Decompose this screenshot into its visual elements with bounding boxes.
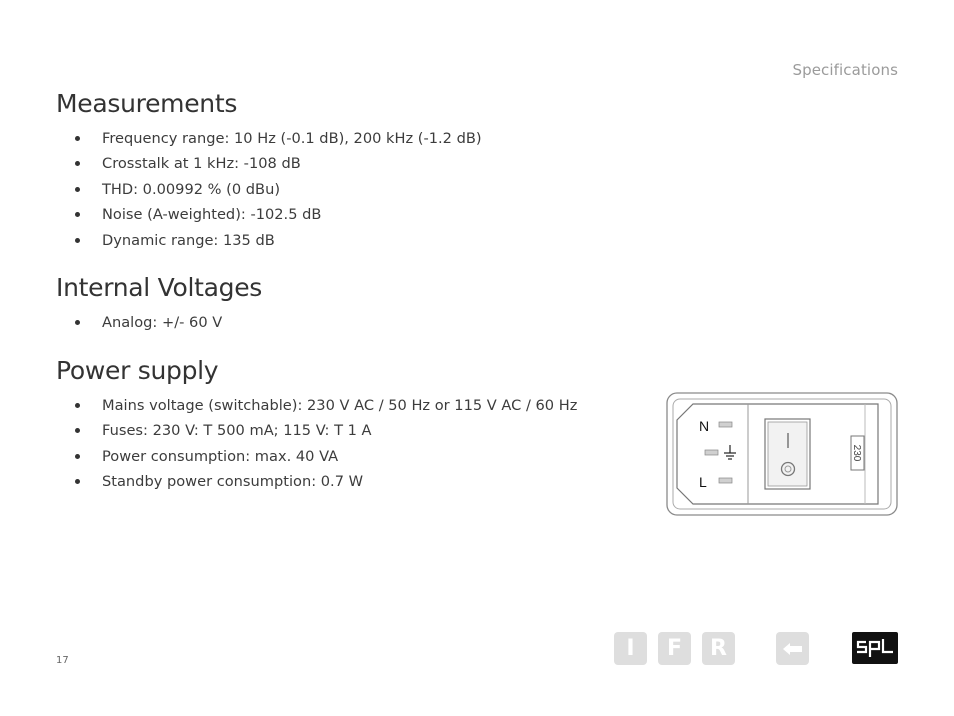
front-button[interactable] bbox=[658, 632, 691, 665]
pin-l-label: L bbox=[699, 474, 707, 490]
list-item: Frequency range: 10 Hz (-0.1 dB), 200 kHz (-1.2 dB) bbox=[56, 126, 482, 151]
front-icon: F bbox=[666, 636, 683, 661]
spl-logo-icon bbox=[856, 638, 894, 658]
rear-icon: R bbox=[710, 636, 727, 661]
list-item: Analog: +/- 60 V bbox=[56, 310, 222, 335]
spl-logo bbox=[852, 632, 898, 664]
power-switch-icon bbox=[765, 419, 810, 489]
pin-ground-contact bbox=[705, 450, 718, 455]
list-item: Dynamic range: 135 dB bbox=[56, 228, 482, 253]
index-button[interactable] bbox=[614, 632, 647, 665]
section-title-measurements: Measurements bbox=[56, 89, 238, 118]
list-item: Fuses: 230 V: T 500 mA; 115 V: T 1 A bbox=[56, 418, 577, 443]
power-supply-list bbox=[56, 393, 577, 495]
pin-l-contact bbox=[719, 478, 732, 483]
back-button[interactable] bbox=[776, 632, 809, 665]
voltage-selector-value: 230 bbox=[851, 444, 862, 462]
list-item: Standby power consumption: 0.7 W bbox=[56, 469, 577, 494]
list-item: Mains voltage (switchable): 230 V AC / 50 Hz or 115 V AC / 60 Hz bbox=[56, 393, 577, 418]
power-inlet-illustration bbox=[666, 392, 898, 516]
section-title-power-supply: Power supply bbox=[56, 356, 219, 385]
measurements-list bbox=[56, 126, 482, 253]
section-title-internal-voltages: Internal Voltages bbox=[56, 273, 262, 302]
page-number: 17 bbox=[56, 655, 69, 666]
list-item: Noise (A-weighted): -102.5 dB bbox=[56, 202, 482, 227]
internal-voltages-list bbox=[56, 310, 222, 335]
list-item: THD: 0.00992 % (0 dBu) bbox=[56, 177, 482, 202]
pin-n-contact bbox=[719, 422, 732, 427]
index-icon: I bbox=[626, 636, 635, 661]
back-arrow-icon bbox=[783, 642, 803, 656]
pin-n-label: N bbox=[699, 418, 710, 434]
list-item: Power consumption: max. 40 VA bbox=[56, 444, 577, 469]
rear-button[interactable] bbox=[702, 632, 735, 665]
section-label: Specifications bbox=[792, 61, 898, 79]
list-item: Crosstalk at 1 kHz: -108 dB bbox=[56, 151, 482, 176]
